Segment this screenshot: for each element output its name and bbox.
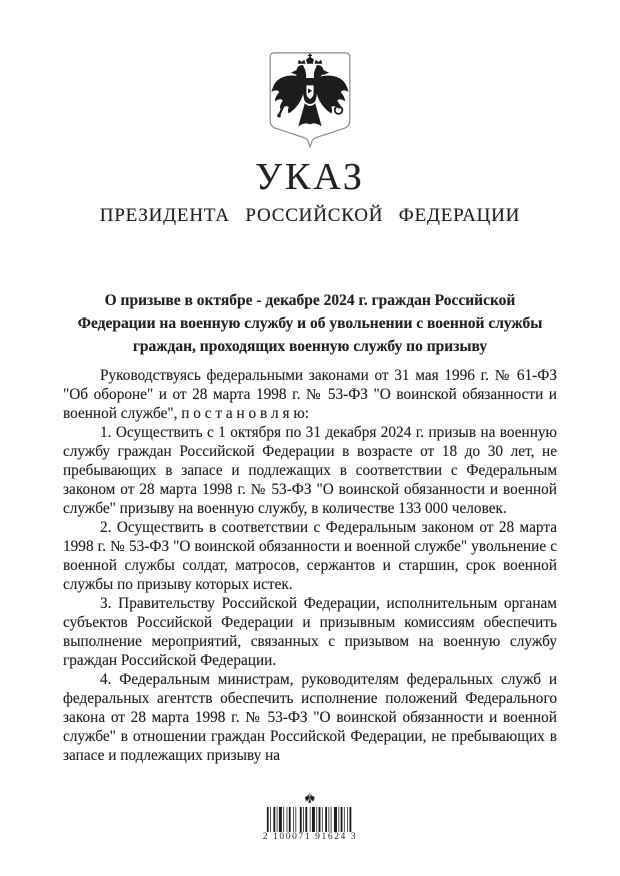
body-paragraph: Руководствуясь федеральными законами от 31 мая 1996 г. № 61-ФЗ "Об обороне" и от 28 марта 1998 г. № 53-ФЗ "О воинской обязанности и военной службе", п о с т а н о в л я ю: (63, 367, 557, 422)
issuer-title: ПРЕЗИДЕНТА РОССИЙСКОЙ ФЕДЕРАЦИИ (99, 205, 521, 226)
mini-eagle-icon (300, 793, 320, 806)
decree-body (63, 366, 557, 765)
body-paragraph: 2. Осуществить в соответствии с Федеральным законом от 28 марта 1998 г. № 53-ФЗ "О воинской обязанности и военной службе" увольнение с военной службы солдат, матросов, сержантов и старшин, срок военной службы по призыву которых истек. (63, 519, 557, 593)
barcode-block (263, 793, 357, 843)
decree-subject: О призыве в октябре - декабре 2024 г. граждан Российской Федерации на военную службу и об увольнении с военной службы граждан, проходящих военную службу по призыву (77, 292, 543, 355)
coat-of-arms-icon (261, 52, 359, 149)
barcode-icon (267, 807, 353, 832)
body-paragraph: 4. Федеральным министрам, руководителям федеральных служб и федеральных агентств обеспечить исполнение положений Федерального закона от 28 марта 1998 г. № 53-ФЗ "О воинской обязанности и военной службе" в отношении граждан Российской Федерации, не пребывающих в запасе и подлежащих призыву на (63, 671, 557, 764)
barcode-digits: 2 100071 91624 3 (262, 832, 358, 842)
body-paragraph: 1. Осуществить с 1 октября по 31 декабря 2024 г. призыв на военную службу граждан Российской Федерации в возрасте от 18 до 30 лет, не пребывающих в запасе и подлежащих в соответствии с Федеральным законом от 28 марта 1998 г. № 53-ФЗ "О воинской обязанности и военной службе" призыву на военную службу, в количестве 133 000 человек. (63, 424, 557, 517)
body-paragraph: 3. Правительству Российской Федерации, исполнительным органам субъектов Российской Федерации и призывным комиссиям обеспечить выполнение мероприятий, связанных с призывом на военную службу граждан Российской Федерации. (63, 595, 557, 669)
document-type-title: УКАЗ (255, 156, 365, 198)
